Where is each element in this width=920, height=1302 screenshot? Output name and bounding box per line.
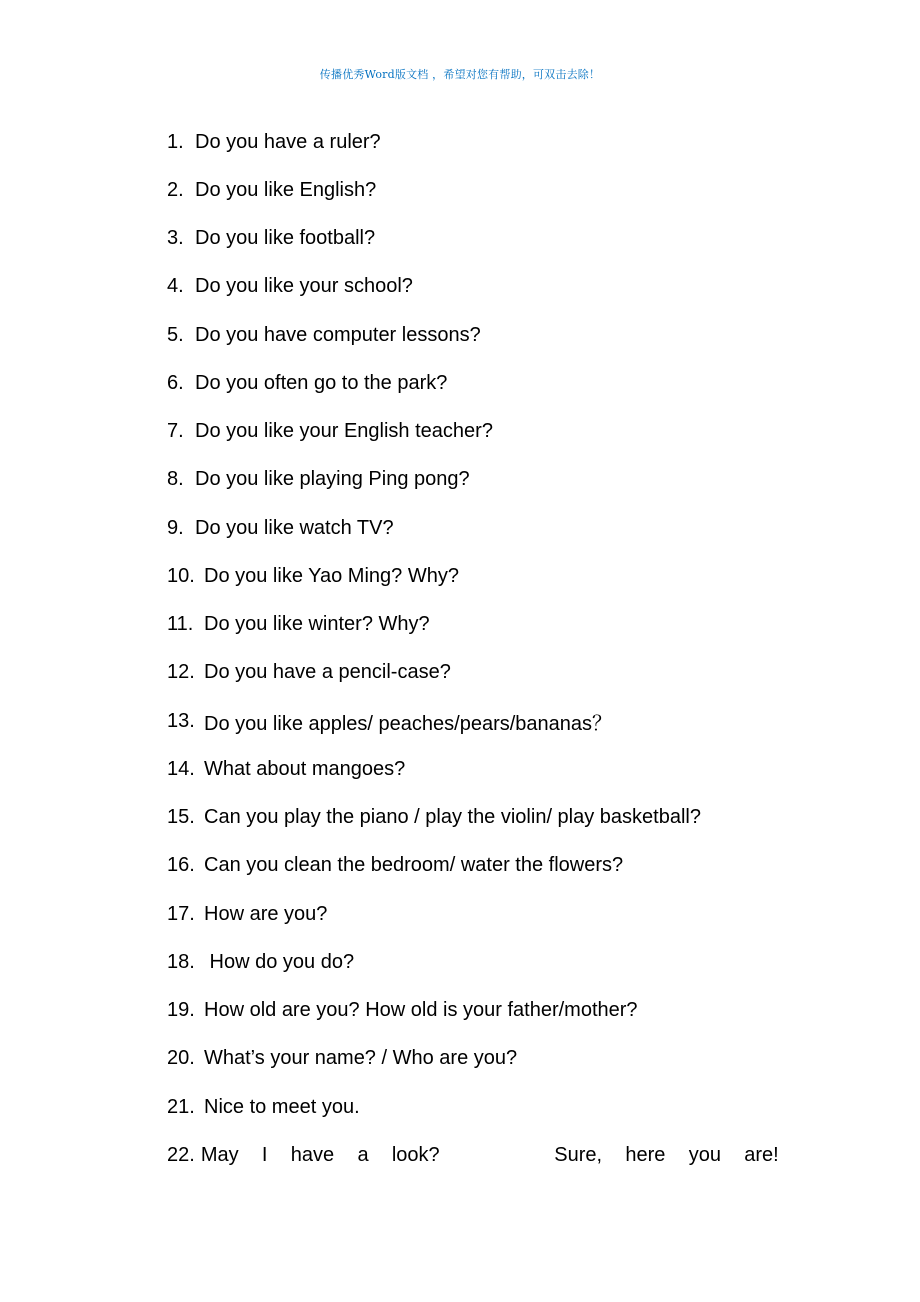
item-text xyxy=(201,1144,779,1167)
item-text: What about mangoes? xyxy=(204,757,406,780)
word: a xyxy=(357,1143,369,1166)
item-number: 16. xyxy=(167,854,195,877)
item-number: 20. xyxy=(167,1047,195,1070)
item-text: Do you like Yao Ming? Why? xyxy=(204,564,459,587)
item-number: 15. xyxy=(167,806,195,829)
list-item xyxy=(167,842,782,890)
item-number: 2. xyxy=(167,178,184,201)
item-number: 10. xyxy=(167,564,195,587)
item-text: Do you like your school? xyxy=(195,275,413,298)
list-item xyxy=(167,649,782,697)
item-number: 18. xyxy=(167,950,195,973)
item-text: Do you like winter? Why? xyxy=(204,613,430,636)
list-item xyxy=(167,1083,782,1131)
item-number: 22. xyxy=(167,1143,195,1166)
item-text: Do you like your English teacher? xyxy=(195,420,493,443)
item-text: Do you have computer lessons? xyxy=(195,323,481,346)
list-item xyxy=(167,745,782,793)
item-number: 9. xyxy=(167,516,184,539)
item-number: 14. xyxy=(167,757,195,780)
list-item xyxy=(167,552,782,600)
item-number: 21. xyxy=(167,1095,195,1118)
item-number: 1. xyxy=(167,130,184,153)
list-item xyxy=(167,166,782,214)
item-number: 7. xyxy=(167,420,184,443)
item-text: Do you like English? xyxy=(195,178,377,201)
item-text: Do you like football? xyxy=(195,227,376,250)
word: I xyxy=(261,1143,268,1166)
item-text: Do you often go to the park? xyxy=(195,371,448,394)
item-number: 11. xyxy=(167,613,194,636)
item-text: How are you? xyxy=(204,902,328,925)
list-item xyxy=(167,504,782,552)
list-item xyxy=(167,118,782,166)
word: are! xyxy=(744,1143,779,1166)
list-item xyxy=(167,987,782,1035)
item-text: Do you have a ruler? xyxy=(195,130,381,153)
list-item xyxy=(167,456,782,504)
item-number: 12. xyxy=(167,661,195,684)
word: May xyxy=(200,1143,239,1166)
item-text: Nice to meet you. xyxy=(204,1095,360,1118)
list-item xyxy=(167,215,782,263)
item-number: 19. xyxy=(167,999,195,1022)
word: here xyxy=(625,1143,666,1166)
item-number: 13. xyxy=(167,709,195,732)
item-text: Do you like apples/ peaches/pears/bananas？ xyxy=(204,712,613,735)
list-item xyxy=(167,697,782,745)
item-number: 4. xyxy=(167,275,184,298)
item-number: 5. xyxy=(167,323,184,346)
list-item xyxy=(167,601,782,649)
word: you xyxy=(688,1143,721,1166)
item-text: Do you like playing Ping pong? xyxy=(195,468,470,491)
item-number: 3. xyxy=(167,227,184,250)
word: look? xyxy=(391,1143,440,1166)
spacer xyxy=(463,1144,531,1167)
item-number: 17. xyxy=(167,902,195,925)
item-number: 6. xyxy=(167,371,184,394)
list-item xyxy=(167,938,782,986)
item-text: Can you clean the bedroom/ water the flowers? xyxy=(204,854,624,877)
list-item xyxy=(167,890,782,938)
list-item xyxy=(167,794,782,842)
word: Sure, xyxy=(554,1143,603,1166)
list-item xyxy=(167,263,782,311)
item-text: Do you like watch TV? xyxy=(195,516,394,539)
header-note: 传播优秀Word版文档 ，希望对您有帮助，可双击去除！ xyxy=(319,68,601,81)
item-text: What’s your name? / Who are you? xyxy=(204,1047,518,1070)
question-list xyxy=(167,118,782,1180)
item-text: How do you do? xyxy=(204,950,355,973)
item-number: 8. xyxy=(167,468,184,491)
item-text: How old are you? How old is your father/mother? xyxy=(204,999,638,1022)
list-item xyxy=(167,408,782,456)
word: have xyxy=(290,1143,335,1166)
item-text: Can you play the piano / play the violin/ play basketball? xyxy=(204,806,701,829)
item-text: Do you have a pencil-case? xyxy=(204,661,451,684)
list-item xyxy=(167,359,782,407)
list-item xyxy=(167,311,782,359)
list-item xyxy=(167,1035,782,1083)
list-item xyxy=(167,1131,782,1179)
